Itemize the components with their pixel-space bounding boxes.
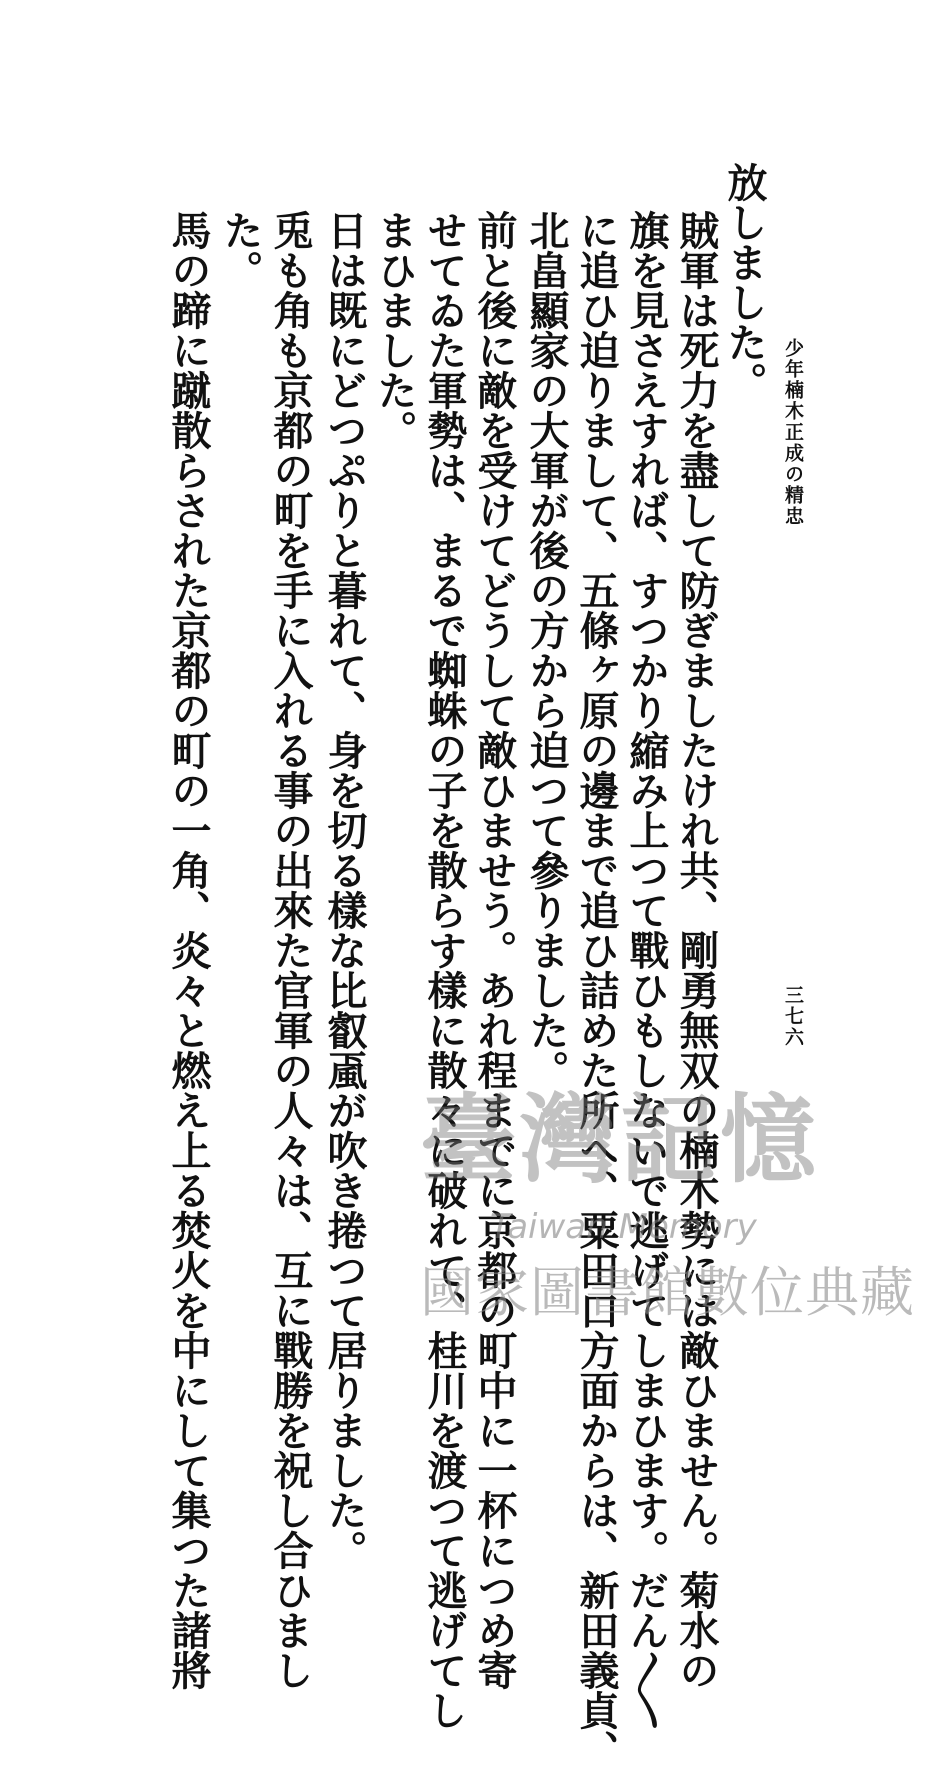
- text-line-6: 前と後に敵を受けてどうして敵ひませう。あれ程までに京都の町中に一杯につめ寄: [471, 210, 518, 1690]
- watermark-subtitle: Taiwan Memory: [490, 1207, 757, 1247]
- text-line-8: まひました。: [371, 210, 418, 450]
- text-line-10: 兎も角も京都の町を手に入れる事の出來た官軍の人々は、互に戰勝を祝し合ひまし: [267, 210, 314, 1690]
- text-line-7: せてゐた軍勢は、まるで蜘蛛の子を散らす樣に散々に破れて、桂川を渡つて逃げてし: [421, 210, 468, 1730]
- watermark-title: 臺灣記憶: [420, 1083, 820, 1196]
- running-header-title: 少年楠木正成の精忠: [782, 338, 804, 527]
- text-line-4: に追ひ迫りまして、五條ヶ原の邊まで追ひ詰めた所へ、粟田口方面からは、新田義貞、: [573, 210, 620, 1770]
- watermark-library: 國家圖書館數位典藏: [420, 1261, 915, 1324]
- text-line-11: た。: [217, 210, 264, 290]
- text-line-3: 旗を見さえすれば、すつかり縮み上つて戰ひもしないで逃げてしまひます。だん〳〵: [623, 210, 670, 1730]
- text-line-5: 北畠顯家の大軍が後の方から迫つて參りました。: [523, 210, 570, 1090]
- text-line-1: 放しました。: [721, 162, 768, 402]
- text-line-12: 馬の蹄に蹴散らされた京都の町の一角、炎々と燃え上る焚火を中にして集つた諸將: [165, 210, 212, 1690]
- text-line-2: 賊軍は死力を盡して防ぎましたけれ共、剛勇無双の楠木勢には敵ひません。菊水の: [673, 210, 720, 1690]
- text-line-9: 日は既にどつぷりと暮れて、身を切る樣な比叡颪が吹き捲つて居りました。: [321, 210, 368, 1570]
- page-number: 三七六: [782, 985, 804, 1048]
